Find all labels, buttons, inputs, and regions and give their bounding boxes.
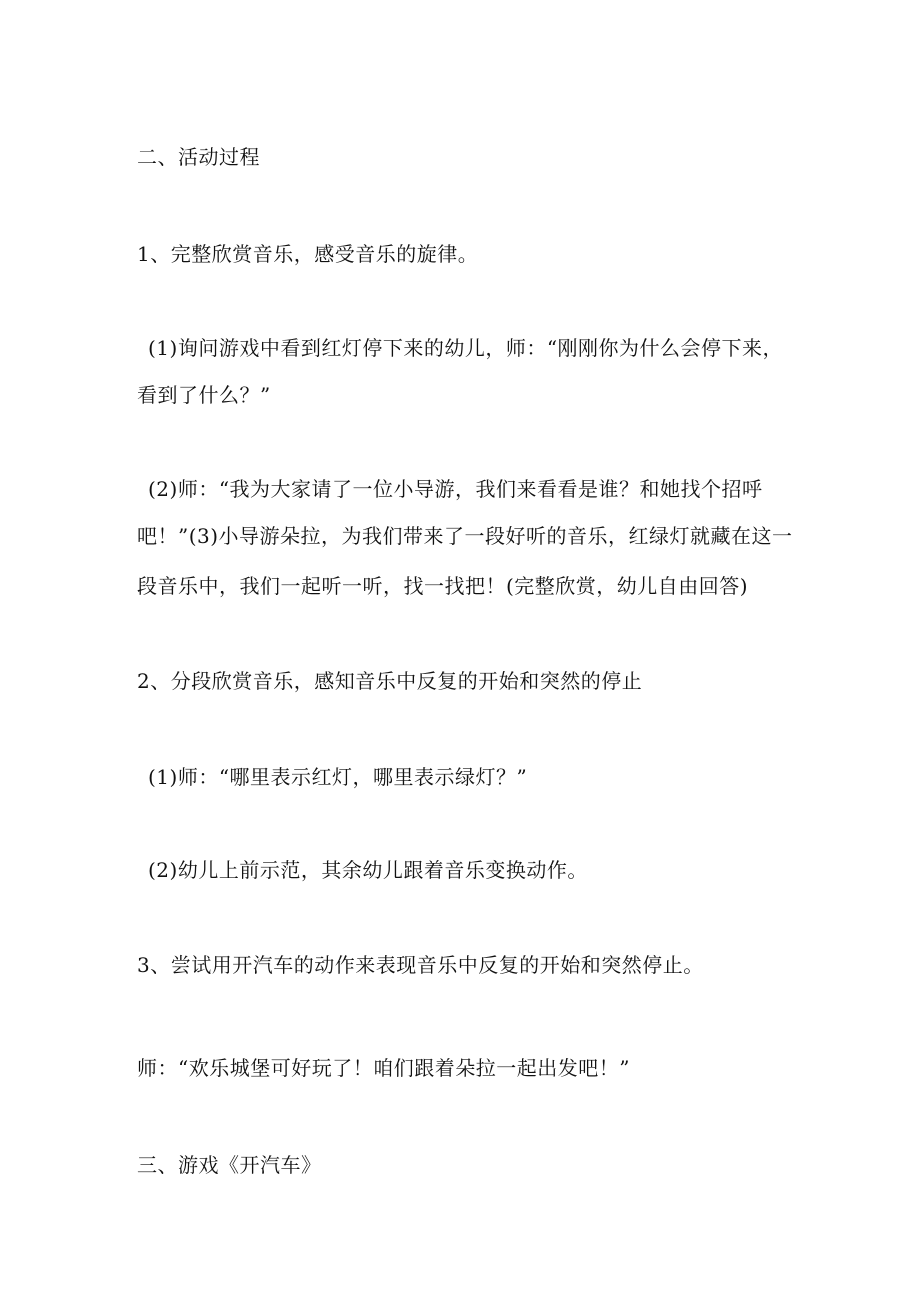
step-1-item-2-line-2: 吧！”(3)小导游朵拉，为我们带来了一段好听的音乐，红绿灯就藏在这一 xyxy=(137,524,793,548)
teacher-dialogue-line: 师：“欢乐城堡可好玩了！咱们跟着朵拉一起出发吧！” xyxy=(137,1056,630,1080)
step-1-item-2-line-1: (2)师：“我为大家请了一位小导游，我们来看看是谁？和她找个招呼 xyxy=(148,477,763,501)
step-2-item-1: (1)师：“哪里表示红灯，哪里表示绿灯？” xyxy=(148,765,528,789)
section-heading-activity-process: 二、活动过程 xyxy=(137,145,260,169)
step-1-item-2-line-3: 段音乐中，我们一起听一听，找一找把！(完整欣赏，幼儿自由回答) xyxy=(137,574,749,598)
section-heading-game: 三、游戏《开汽车》 xyxy=(137,1153,322,1177)
step-1-item-1-line-1: (1)询问游戏中看到红灯停下来的幼儿，师：“刚刚你为什么会停下来， xyxy=(148,336,784,360)
step-1-heading: 1、完整欣赏音乐，感受音乐的旋律。 xyxy=(137,242,479,266)
step-2-heading: 2、分段欣赏音乐，感知音乐中反复的开始和突然的停止 xyxy=(137,669,643,693)
step-2-item-2: (2)幼儿上前示范，其余幼儿跟着音乐变换动作。 xyxy=(148,858,588,882)
step-1-item-1-line-2: 看到了什么？” xyxy=(137,383,271,407)
step-3-heading: 3、尝试用开汽车的动作来表现音乐中反复的开始和突然停止。 xyxy=(137,953,704,977)
